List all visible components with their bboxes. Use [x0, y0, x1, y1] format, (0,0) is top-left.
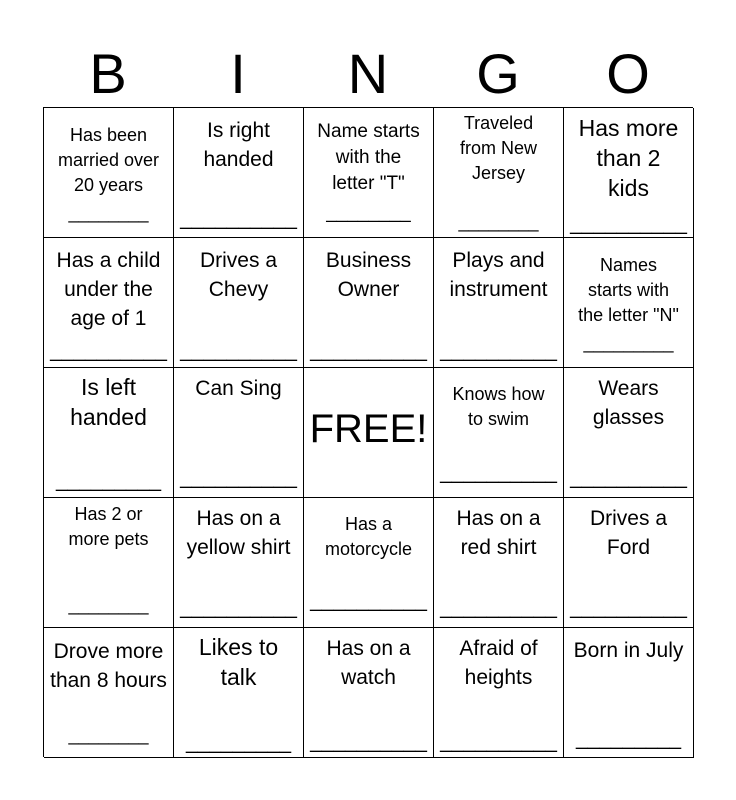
- cell-prompt: Names starts with the letter "N": [578, 255, 679, 325]
- cell-prompt: Has a child under the age of 1: [56, 249, 161, 330]
- cell-prompt: Traveled from New Jersey: [459, 113, 537, 183]
- signature-line: _________: [55, 469, 162, 492]
- bingo-cell[interactable]: [434, 108, 564, 238]
- cell-prompt: Is left handed: [70, 374, 147, 430]
- signature-line: _________: [583, 333, 674, 353]
- cell-prompt: Drives a Ford: [589, 507, 668, 559]
- signature-line: __________: [310, 730, 427, 753]
- cell-prompt: Drove more than 8 hours: [50, 640, 167, 692]
- bingo-cell[interactable]: [44, 108, 174, 238]
- bingo-board: [43, 107, 693, 757]
- signature-line: ________: [68, 203, 149, 223]
- signature-line: __________: [310, 339, 427, 362]
- signature-line: __________: [440, 461, 557, 484]
- signature-line: _________: [185, 731, 292, 754]
- cell-prompt: Knows how to swim: [452, 384, 545, 429]
- bingo-cell[interactable]: [44, 368, 174, 498]
- signature-line: __________: [440, 596, 557, 619]
- bingo-cell[interactable]: [304, 108, 434, 238]
- bingo-cell[interactable]: [174, 368, 304, 498]
- signature-line: __________: [180, 466, 297, 489]
- signature-line: __________: [50, 339, 167, 362]
- bingo-cell[interactable]: [174, 498, 304, 628]
- bingo-cell[interactable]: [44, 628, 174, 758]
- signature-line: __________: [310, 589, 427, 612]
- bingo-cell: [304, 368, 434, 498]
- cell-prompt: Business Owner: [325, 249, 412, 301]
- signature-line: __________: [570, 212, 687, 235]
- bingo-cell[interactable]: [564, 238, 694, 368]
- cell-prompt: Has on a yellow shirt: [186, 507, 291, 559]
- cell-prompt: Has on a red shirt: [456, 507, 541, 559]
- cell-prompt: Can Sing: [195, 377, 282, 400]
- cell-prompt: Likes to talk: [198, 634, 279, 690]
- bingo-cell[interactable]: [564, 498, 694, 628]
- cell-prompt: Name starts with the letter "T": [317, 121, 420, 194]
- cell-prompt: Has been married over 20 years: [57, 125, 160, 195]
- bingo-cell[interactable]: [434, 498, 564, 628]
- bingo-header: [43, 40, 693, 108]
- bingo-cell[interactable]: [44, 238, 174, 368]
- cell-prompt: Has on a watch: [326, 637, 411, 689]
- bingo-cell[interactable]: [304, 498, 434, 628]
- bingo-cell[interactable]: [44, 498, 174, 628]
- signature-line: _________: [575, 727, 682, 750]
- bingo-cell[interactable]: [174, 108, 304, 238]
- free-space: FREE!: [309, 407, 428, 451]
- cell-prompt: Is right handed: [203, 119, 274, 171]
- bingo-cell[interactable]: [434, 368, 564, 498]
- signature-line: ________: [458, 212, 539, 232]
- signature-line: __________: [570, 466, 687, 489]
- header-letter-o: O: [606, 42, 650, 105]
- cell-prompt: Wears glasses: [592, 377, 665, 429]
- cell-prompt: Afraid of heights: [459, 637, 538, 689]
- signature-line: __________: [180, 596, 297, 619]
- bingo-cell[interactable]: [304, 628, 434, 758]
- header-letter-b: B: [89, 42, 127, 105]
- cell-prompt: Has 2 or more pets: [68, 504, 149, 549]
- header-letter-g: G: [476, 42, 520, 105]
- signature-line: __________: [440, 339, 557, 362]
- signature-line: ________: [326, 202, 411, 223]
- bingo-cell[interactable]: [434, 628, 564, 758]
- bingo-cell[interactable]: [304, 238, 434, 368]
- cell-prompt: Has more than 2 kids: [578, 115, 679, 201]
- cell-prompt: Born in July: [573, 639, 684, 662]
- signature-line: __________: [440, 730, 557, 753]
- cell-prompt: Drives a Chevy: [199, 249, 278, 301]
- signature-line: ________: [68, 595, 149, 615]
- signature-line: __________: [180, 207, 297, 230]
- bingo-cell[interactable]: [174, 628, 304, 758]
- bingo-cell[interactable]: [564, 628, 694, 758]
- signature-line: __________: [180, 339, 297, 362]
- cell-prompt: Plays and instrument: [449, 249, 548, 301]
- signature-line: __________: [570, 596, 687, 619]
- cell-prompt: Has a motorcycle: [324, 514, 413, 559]
- header-letter-n: N: [347, 42, 389, 105]
- bingo-cell[interactable]: [174, 238, 304, 368]
- signature-line: ________: [68, 725, 149, 745]
- bingo-cell[interactable]: [564, 368, 694, 498]
- bingo-cell[interactable]: [564, 108, 694, 238]
- bingo-cell[interactable]: [434, 238, 564, 368]
- header-letter-i: I: [230, 42, 246, 105]
